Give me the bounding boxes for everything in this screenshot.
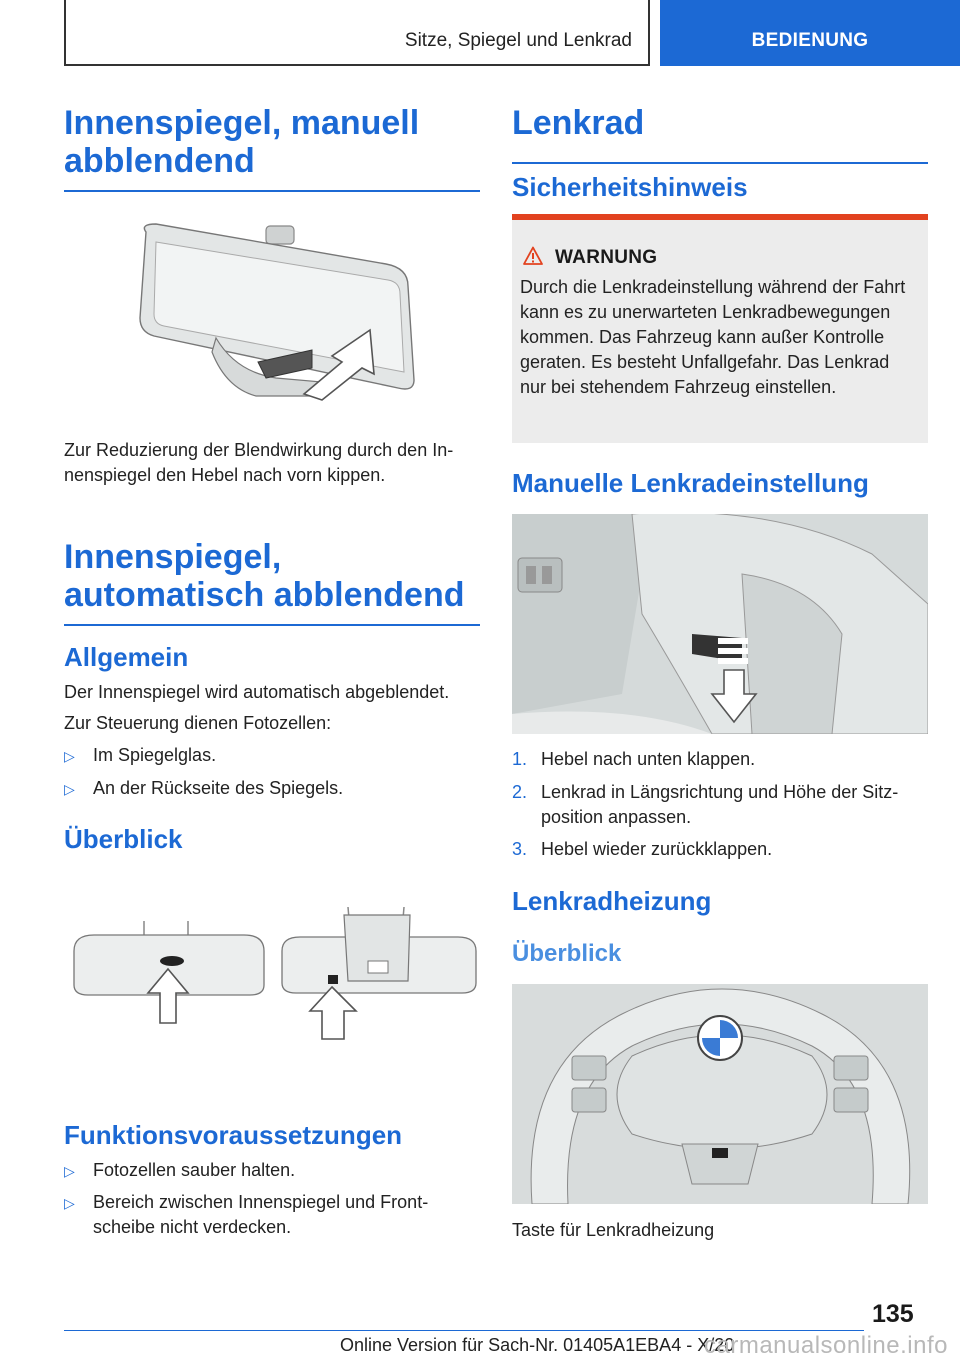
step-number: 2. <box>512 782 528 802</box>
list-item: ▷ Im Spiegelglas. <box>64 743 480 768</box>
chapter-badge <box>660 0 960 66</box>
page-number: 135 <box>872 1300 914 1328</box>
chapter-label: BEDIENUNG <box>751 30 869 51</box>
header-frame <box>64 0 650 66</box>
heading-allgemein: Allgemein <box>64 642 189 672</box>
mirror-sensor-illustration <box>64 905 480 1045</box>
footer-divider <box>64 1330 864 1331</box>
manual-text: Zur Reduzierung der Blendwirkung durch den Innenspiegel den Hebel nach vorn kippen. <box>64 440 454 485</box>
bullet-icon: ▷ <box>64 1163 75 1179</box>
list-item: 3. Hebel wieder zurückklappen. <box>512 837 928 862</box>
heading-mirror-auto: Innenspiegel, automatisch abblendend <box>64 538 480 626</box>
list-item: ▷ An der Rückseite des Spiegels. <box>64 776 480 801</box>
list-item: ▷ Fotozellen sauber halten. <box>64 1158 480 1183</box>
bullet-icon: ▷ <box>64 1195 75 1211</box>
heading-manuelle: Manuelle Lenkradeinstellung <box>512 468 869 498</box>
heading-sicherheit: Sicherheitshinweis <box>512 172 748 202</box>
header-section-title: Sitze, Spiegel und Lenkrad <box>404 30 632 51</box>
heading-lenkrad: Lenkrad <box>512 104 928 164</box>
warning-title: WARNUNG <box>555 247 658 268</box>
warning-box <box>512 214 928 443</box>
step-number: 3. <box>512 839 528 859</box>
warning-triangle-icon <box>523 246 543 266</box>
list-item: 1. Hebel nach unten klappen. <box>512 747 928 772</box>
steering-wheel-illustration <box>512 984 928 1204</box>
heading-funktion: Funktionsvoraussetzungen <box>64 1120 403 1150</box>
heading-mirror-manual: Innenspiegel, manuell abblendend <box>64 104 480 192</box>
mirror-manual-illustration <box>126 212 422 408</box>
caption-heizung: Taste für Lenkradheizung <box>512 1220 715 1240</box>
bullet-icon: ▷ <box>64 781 75 797</box>
watermark: carmanualsonline.info <box>704 1332 948 1359</box>
warning-text: Durch die Lenkradeinstellung während der Fahrt kann es zu unerwarteten Lenkradbewegungen kommen. Das Fahrzeug kann außer Kontrolle geraten. Es besteht Unfallgefahr. Das Lenkrad nur bei stehendem Fahrzeug einstellen. <box>520 277 906 397</box>
list-item: 2. Lenkrad in Längsrichtung und Höhe der Sitzposition anpassen. <box>512 782 899 827</box>
online-version: Online Version für Sach-Nr. 01405A1EBA4 - X/20 <box>340 1335 735 1355</box>
allgemein-text-1: Der Innenspiegel wird automatisch abgeblendet. <box>64 682 450 702</box>
step-number: 1. <box>512 749 528 769</box>
allgemein-text-2: Zur Steuerung dienen Fotozellen: <box>64 713 332 733</box>
heading-ueberblick: Überblick <box>64 824 183 854</box>
heading-heizung-ueberblick: Überblick <box>512 940 622 967</box>
bullet-icon: ▷ <box>64 748 75 764</box>
steering-lever-illustration <box>512 514 928 734</box>
heading-heizung: Lenkradheizung <box>512 886 712 916</box>
list-item: ▷ Bereich zwischen Innenspiegel und Frontscheibe nicht verdecken. <box>64 1192 429 1237</box>
